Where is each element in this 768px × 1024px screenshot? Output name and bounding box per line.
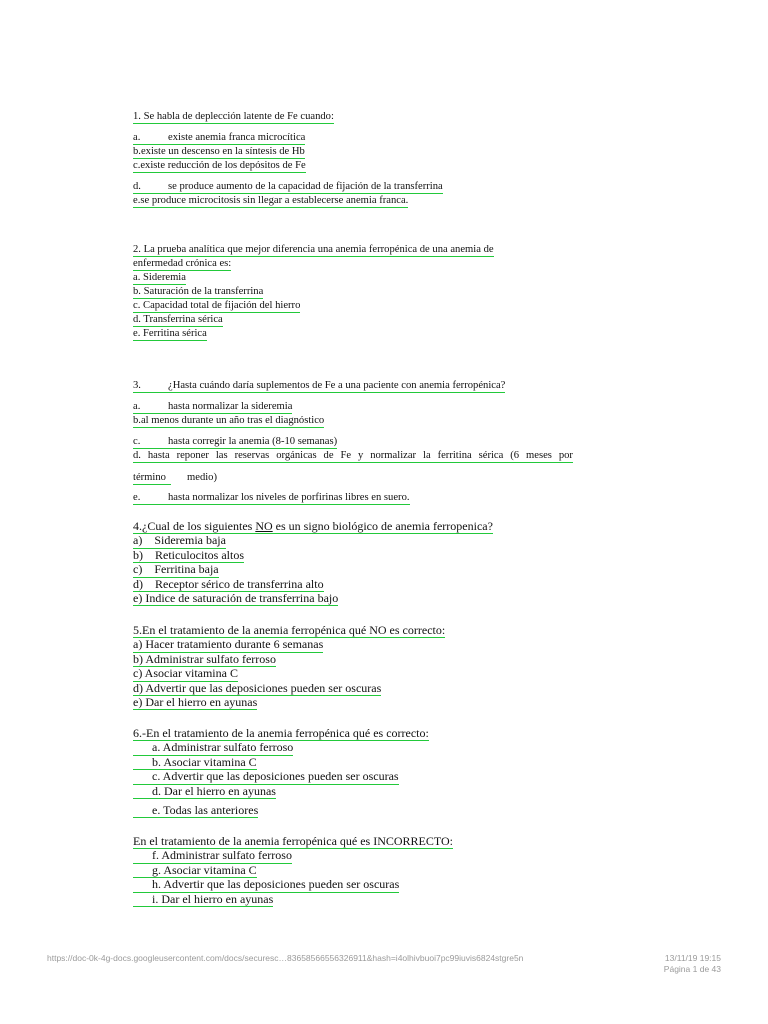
question-4-option-c: c) Ferritina baja xyxy=(133,562,219,577)
question-7-option-f: f. Administrar sulfato ferroso xyxy=(133,849,292,863)
question-1 xyxy=(133,111,443,209)
question-3-option-a: a. hasta normalizar la sideremia xyxy=(133,401,293,412)
question-2-option-d: d. Transferrina sérica xyxy=(133,314,223,325)
question-1-option-e: e.se produce microcitosis sin llegar a establecerse anemia franca. xyxy=(133,195,409,206)
question-4 xyxy=(133,520,493,606)
question-7-option-g: g. Asociar vitamina C xyxy=(133,864,257,878)
question-6-option-b: b. Asociar vitamina C xyxy=(133,756,257,770)
question-3-option-d-continued: término medio) xyxy=(133,472,218,483)
question-3-option-c: c. hasta corregir la anemia (8-10 semanas) xyxy=(133,436,338,447)
question-3-option-b: b.al menos durante un año tras el diagnóstico xyxy=(133,415,325,426)
footer-page-number: Página 1 de 43 xyxy=(663,964,721,974)
question-2-title-line2: enfermedad crónica es: xyxy=(133,258,232,269)
question-6-option-a: a. Administrar sulfato ferroso xyxy=(133,741,293,755)
question-2-title-line1: 2. La prueba analítica que mejor diferencia una anemia ferropénica de una anemia de xyxy=(133,244,494,255)
question-3-title: 3. ¿Hasta cuándo daría suplementos de Fe a una paciente con anemia ferropénica? xyxy=(133,380,506,391)
question-5-option-d: d) Advertir que las deposiciones pueden ser oscuras xyxy=(133,680,382,695)
question-5-option-c: c) Asociar vitamina C xyxy=(133,666,238,681)
question-3-option-d: d. hasta reponer las reservas orgánicas de Fe y normalizar la ferritina sérica (6 meses por xyxy=(133,450,573,461)
footer-meta xyxy=(664,953,721,975)
question-1-title: 1. Se habla de deplección latente de Fe cuando: xyxy=(133,111,334,122)
question-5-option-b: b) Administrar sulfato ferroso xyxy=(133,651,276,666)
question-4-option-d: d) Receptor sérico de transferrina alto xyxy=(133,576,324,591)
question-7 xyxy=(133,835,453,907)
question-7-title: En el tratamiento de la anemia ferropénica qué es INCORRECTO: xyxy=(133,834,454,848)
question-3-option-e: e. hasta normalizar los niveles de porfirinas libres en suero. xyxy=(133,492,410,503)
question-6-option-e: e. Todas las anteriores xyxy=(133,804,258,818)
question-5 xyxy=(133,624,445,710)
question-6-title: 6.-En el tratamiento de la anemia ferropénica qué es correcto: xyxy=(133,726,429,740)
footer-url: https://doc-0k-4g-docs.googleusercontent.com/docs/securesc…83658566556326911&hash=i4olhivbuoi7pc99iuvis6824stgre5n xyxy=(47,953,524,963)
question-5-option-e: e) Dar el hierro en ayunas xyxy=(133,695,258,710)
question-2-option-c: c. Capacidad total de fijación del hierro xyxy=(133,300,301,311)
question-7-option-i: i. Dar el hierro en ayunas xyxy=(133,893,273,907)
question-4-option-e: e) Indice de saturación de transferrina bajo xyxy=(133,591,339,606)
question-2-option-b: b. Saturación de la transferrina xyxy=(133,286,264,297)
question-2 xyxy=(133,244,494,342)
question-4-option-b: b) Reticulocitos altos xyxy=(133,547,244,562)
question-1-option-a: a. existe anemia franca microcítica xyxy=(133,132,306,143)
question-6-option-d: d. Dar el hierro en ayunas xyxy=(133,785,276,799)
question-2-option-e: e. Ferritina sérica xyxy=(133,328,207,339)
question-5-title: 5.En el tratamiento de la anemia ferropénica qué NO es correcto: xyxy=(133,623,446,637)
question-1-option-d: d. se produce aumento de la capacidad de fijación de la transferrina xyxy=(133,181,443,192)
question-1-option-b: b.existe un descenso en la síntesis de Hb xyxy=(133,146,305,157)
question-5-option-a: a) Hacer tratamiento durante 6 semanas xyxy=(133,637,324,652)
question-6 xyxy=(133,727,429,818)
question-7-option-h: h. Advertir que las deposiciones pueden ser oscuras xyxy=(133,878,399,892)
question-4-option-a: a) Sideremia baja xyxy=(133,533,226,548)
footer-datetime: 13/11/19 19:15 xyxy=(664,953,721,963)
question-6-option-c: c. Advertir que las deposiciones pueden ser oscuras xyxy=(133,770,399,784)
question-2-option-a: a. Sideremia xyxy=(133,272,186,283)
question-4-title: 4.¿Cual de los siguientes NO es un signo biológico de anemia ferropenica? xyxy=(133,519,493,533)
question-1-option-c: c.existe reducción de los depósitos de Fe xyxy=(133,160,306,171)
question-3 xyxy=(133,380,573,506)
